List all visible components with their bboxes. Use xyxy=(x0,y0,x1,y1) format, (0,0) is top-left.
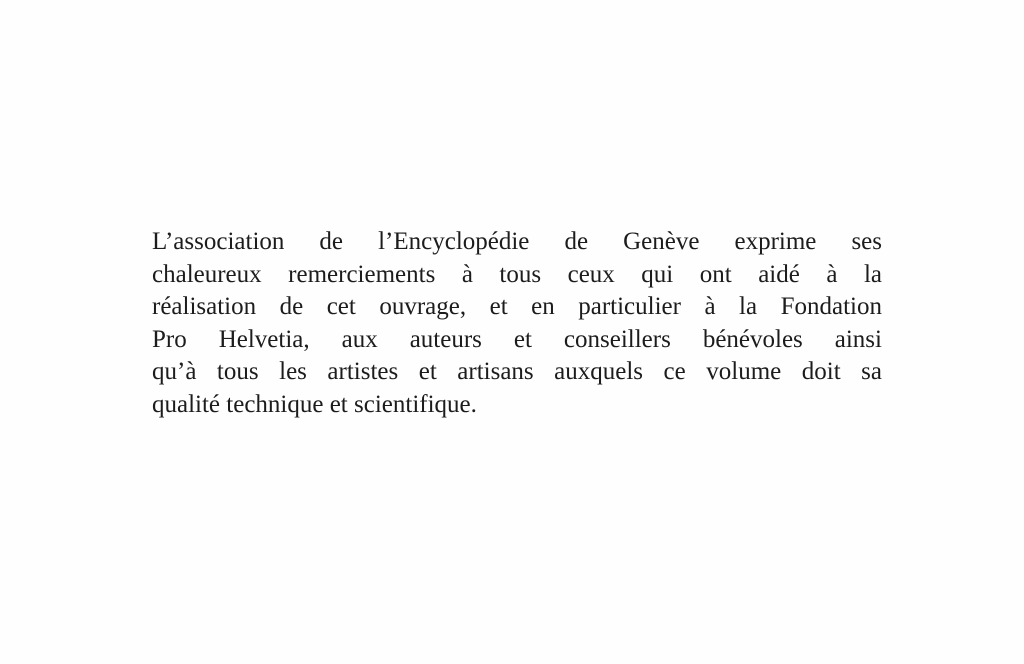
acknowledgement-line-3: réalisation de cet ouvrage, et en particulier à la Fondation xyxy=(152,293,882,320)
acknowledgement-line-6: qualité technique et scientifique. xyxy=(152,390,477,418)
acknowledgement-paragraph xyxy=(152,226,882,421)
acknowledgement-line-4: Pro Helvetia, aux auteurs et conseillers bénévoles ainsi xyxy=(152,325,882,353)
acknowledgement-line-2: chaleureux remerciements à tous ceux qui ont aidé à la xyxy=(152,260,882,288)
acknowledgement-line-5: qu’à tous les artistes et artisans auxquels ce volume doit sa xyxy=(152,358,882,385)
acknowledgement-line-1: L’association de l’Encyclopédie de Genève exprime ses xyxy=(152,228,882,255)
